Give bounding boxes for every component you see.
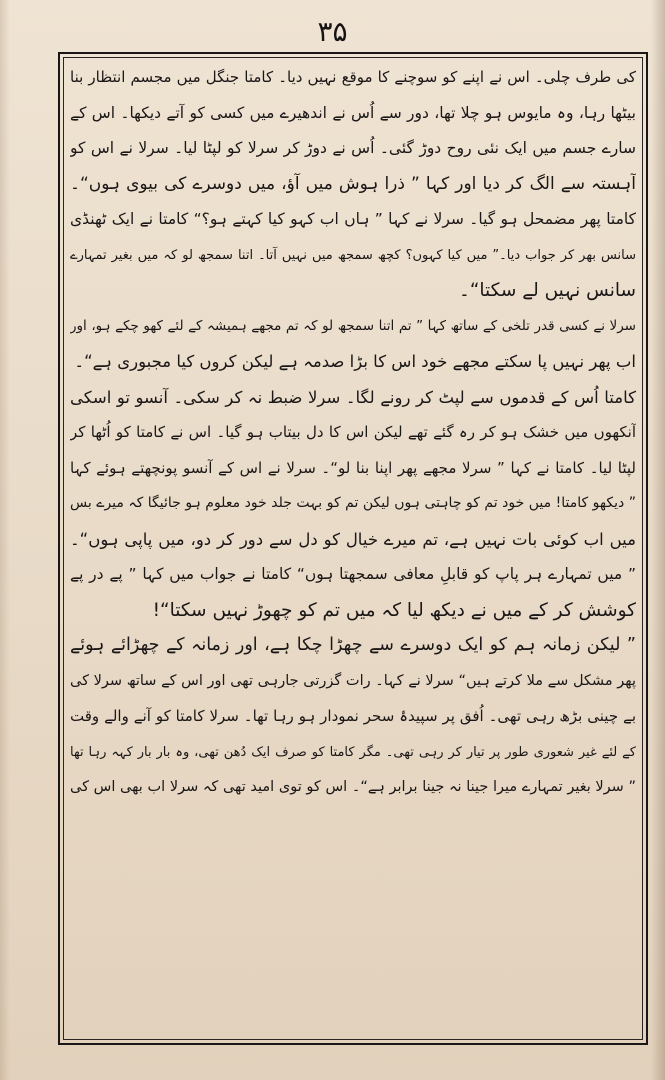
- text-line: سارے جسم میں ایک نئی روح دوڑ گئی۔ اُس نے دوڑ کر سرلا کو لپٹا لیا۔ سرلا نے اس کو: [70, 139, 636, 157]
- text-line: کامتا پھر مضمحل ہو گیا۔ سرلا نے کہا ” ہاں اب کہو کیا کہتے ہو؟“ کامتا نے ایک ٹھنڈی: [70, 210, 636, 228]
- text-line: کے لئے غیر شعوری طور پر تیار کر رہی تھی۔ مگر کامتا کو صرف ایک دُھن تھی، وہ بار بار کہہ رہا تھا: [70, 744, 636, 760]
- page-number: ۳۵: [317, 15, 348, 48]
- text-line: بیٹھا رہا، وہ مایوس ہو چلا تھا، دور سے اُس نے اندھیرے میں کسی کو آتے دیکھا۔ اس کے: [70, 103, 636, 122]
- text-line: ” لیکن زمانہ ہم کو ایک دوسرے سے چھڑا چکا ہے، اور زمانہ کے چھڑائے ہوئے: [70, 635, 636, 655]
- urdu-text-block: [70, 60, 636, 1038]
- text-line: لپٹا لیا۔ کامتا نے کہا ” سرلا مجھے پھر اپنا بنا لو“۔ سرلا نے اس کے آنسو پونچھتے ہوئے کہا: [70, 458, 636, 477]
- text-line: اب پھر نہیں پا سکتے مجھے خود اس کا بڑا صدمہ ہے لیکن کروں کیا مجبوری ہے“۔: [74, 352, 636, 371]
- text-line: ” دیکھو کامتا! میں خود تم کو چاہتی ہوں لیکن تم کو بہت جلد خود معلوم ہو جائیگا کہ میرے بس: [70, 495, 636, 511]
- page-binding-edge: [651, 0, 665, 1080]
- text-line: سانس نہیں لے سکتا“۔: [458, 280, 636, 301]
- text-line: کامتا اُس کے قدموں سے لپٹ کر رونے لگا۔ سرلا ضبط نہ کر سکی۔ آنسو تو اسکی: [70, 387, 636, 407]
- text-line: ” سرلا بغیر تمہارے میرا جینا نہ جینا برابر ہے“۔ اس کو توی امید تھی کہ سرلا اب بھی اس کی: [70, 779, 636, 795]
- text-line: آنکھوں میں خشک ہو کر رہ گئے تھے لیکن اس کا دل بیتاب ہو گیا۔ اس نے کامتا کو اُٹھا کر: [70, 423, 636, 441]
- text-line: آہستہ سے الگ کر دیا اور کہا ” ذرا ہوش میں آؤ، میں دوسرے کی بیوی ہوں“۔: [70, 173, 636, 194]
- text-line: کوشش کر کے میں نے دیکھ لیا کہ میں تم کو چھوڑ نہیں سکتا“!: [152, 599, 636, 621]
- page-left-shadow: [0, 0, 10, 1080]
- text-line: سرلا نے کسی قدر تلخی کے ساتھ کہا ” تم اتنا سمجھ لو کہ تم مجھے ہمیشہ کے لئے کھو چکے ہو، اور: [70, 317, 636, 334]
- text-line: سانس بھر کر جواب دیا۔” میں کیا کہوں؟ کچھ سمجھ میں نہیں آتا۔ اتنا سمجھ لو کہ میں بغیر تمہارے: [70, 247, 636, 263]
- text-line: بے چینی بڑھ رہی تھی۔ اُفق پر سپیدۂ سحر نمودار ہو رہا تھا۔ سرلا کامتا کو آنے والے وقت: [70, 707, 636, 725]
- text-line: کی طرف چلی۔ اس نے اپنے کو سوچنے کا موقع نہیں دیا۔ کامتا جنگل میں مجسم انتظار بنا: [70, 68, 636, 86]
- text-line: پھر مشکل سے ملا کرتے ہیں“ سرلا نے کہا۔ رات گزرتی جارہی تھی اور اس کے ساتھ سرلا کی: [70, 672, 636, 689]
- text-line: میں اب کوئی بات نہیں ہے، تم میرے خیال کو دل سے دور کر دو، میں پاپی ہوں“۔: [70, 529, 636, 549]
- text-line: ” میں تمہارے ہر پاپ کو قابلِ معافی سمجھتا ہوں“ کامتا نے جواب میں کہا ” پے در پے: [70, 565, 636, 583]
